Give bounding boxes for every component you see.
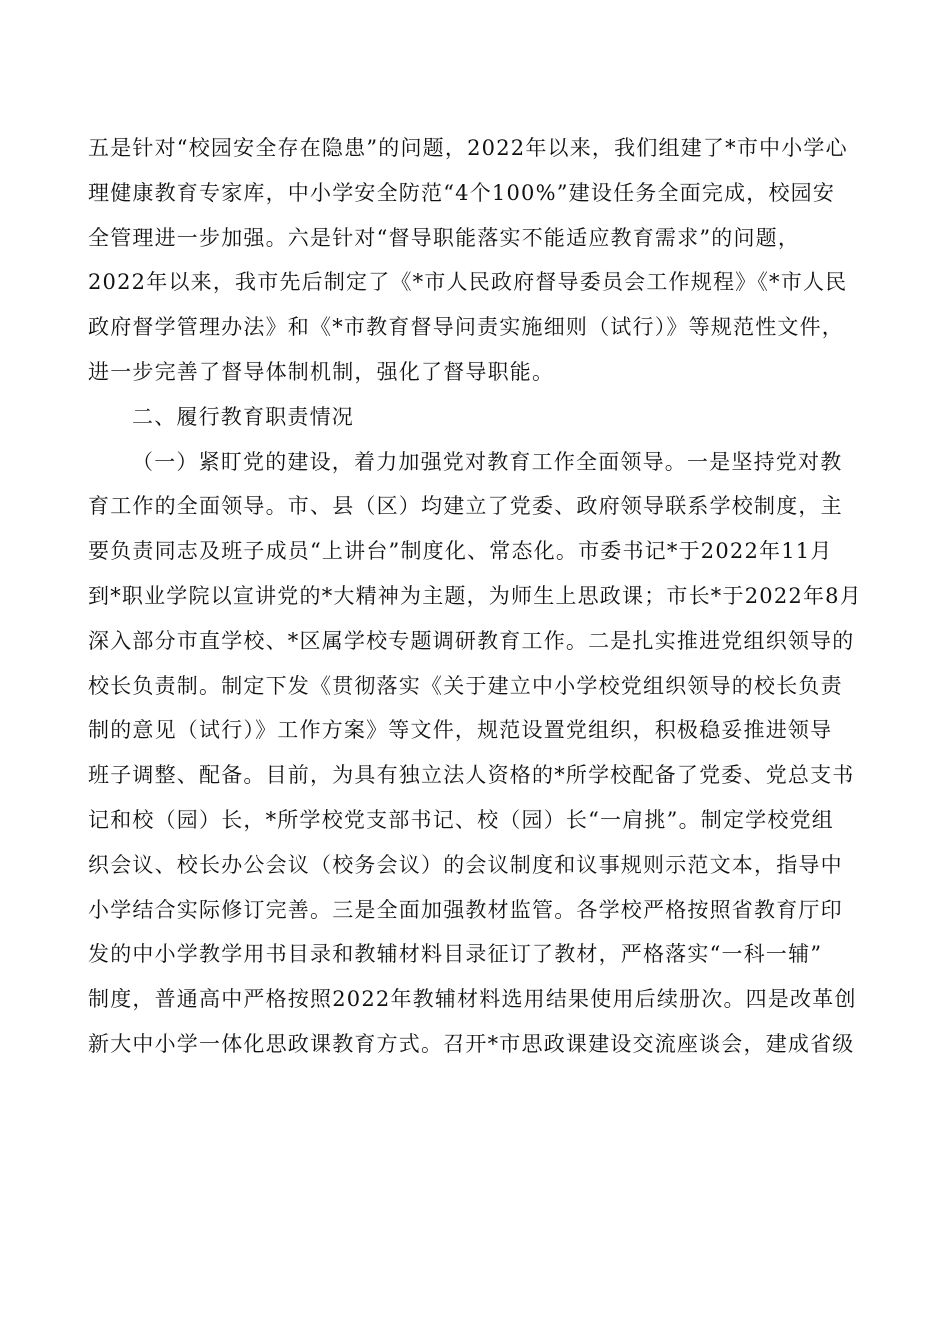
text-line: 班子调整、配备。目前，为具有独立法人资格的*所学校配备了党委、党总支书 (88, 763, 855, 788)
text-line: 五是针对“校园安全存在隐患”的问题，2022年以来，我们组建了*市中小学心 (88, 136, 848, 160)
text-line: 政府督学管理办法》和《*市教育督导问责实施细则（试行）》等规范性文件， (88, 315, 844, 340)
section-heading (88, 395, 862, 440)
text-line: 校长负责制。制定下发《贯彻落实《关于建立中小学校党组织领导的校长负责 (88, 673, 843, 698)
text-line: 记和校（园）长，*所学校党支部书记、校（园）长“一肩挑”。制定学校党组 (88, 807, 834, 832)
text-line: （一）紧盯党的建设，着力加强党对教育工作全面领导。一是坚持党对教 (132, 449, 843, 474)
paragraph-party-leadership (88, 440, 862, 1067)
text-line: 制度，普通高中严格按照2022年教辅材料选用结果使用后续册次。四是改革创 (88, 987, 857, 1012)
text-line: 新大中小学一体化思政课教育方式。召开*市思政课建设交流座谈会，建成省级 (88, 1031, 855, 1056)
text-line: 全管理进一步加强。六是针对“督导职能落实不能适应教育需求”的问题， (88, 225, 801, 250)
text-line: 发的中小学教学用书目录和教辅材料目录征订了教材，严格落实“一科一辅” (88, 942, 823, 967)
document-body (88, 126, 862, 1067)
text-line: 小学结合实际修订完善。三是全面加强教材监管。各学校严格按照省教育厅印 (88, 897, 843, 922)
text-line: 育工作的全面领导。市、县（区）均建立了党委、政府领导联系学校制度，主 (88, 494, 843, 519)
text-line: 深入部分市直学校、*区属学校专题调研教育工作。二是扎实推进党组织领导的 (88, 628, 855, 653)
text-line: 到*职业学院以宣讲党的*大精神为主题，为师生上思政课；市长*于2022年8月 (88, 583, 862, 608)
text-line: 制的意见（试行）》工作方案》等文件，规范设置党组织，积极稳妥推进领导 (88, 718, 833, 743)
section-heading-text: 二、履行教育职责情况 (132, 404, 354, 429)
text-line: 理健康教育专家库，中小学安全防范“4个100%”建设任务全面完成，校园安 (88, 180, 836, 205)
text-line: 2022年以来，我市先后制定了《*市人民政府督导委员会工作规程》《*市人民 (88, 270, 848, 295)
text-line: 要负责同志及班子成员“上讲台”制度化、常态化。市委书记*于2022年11月 (88, 539, 833, 564)
text-line: 进一步完善了督导体制机制，强化了督导职能。 (88, 359, 555, 384)
paragraph-safety-and-supervision (88, 126, 862, 395)
text-line: 织会议、校长办公会议（校务会议）的会议制度和议事规则示范文本，指导中 (88, 852, 843, 877)
